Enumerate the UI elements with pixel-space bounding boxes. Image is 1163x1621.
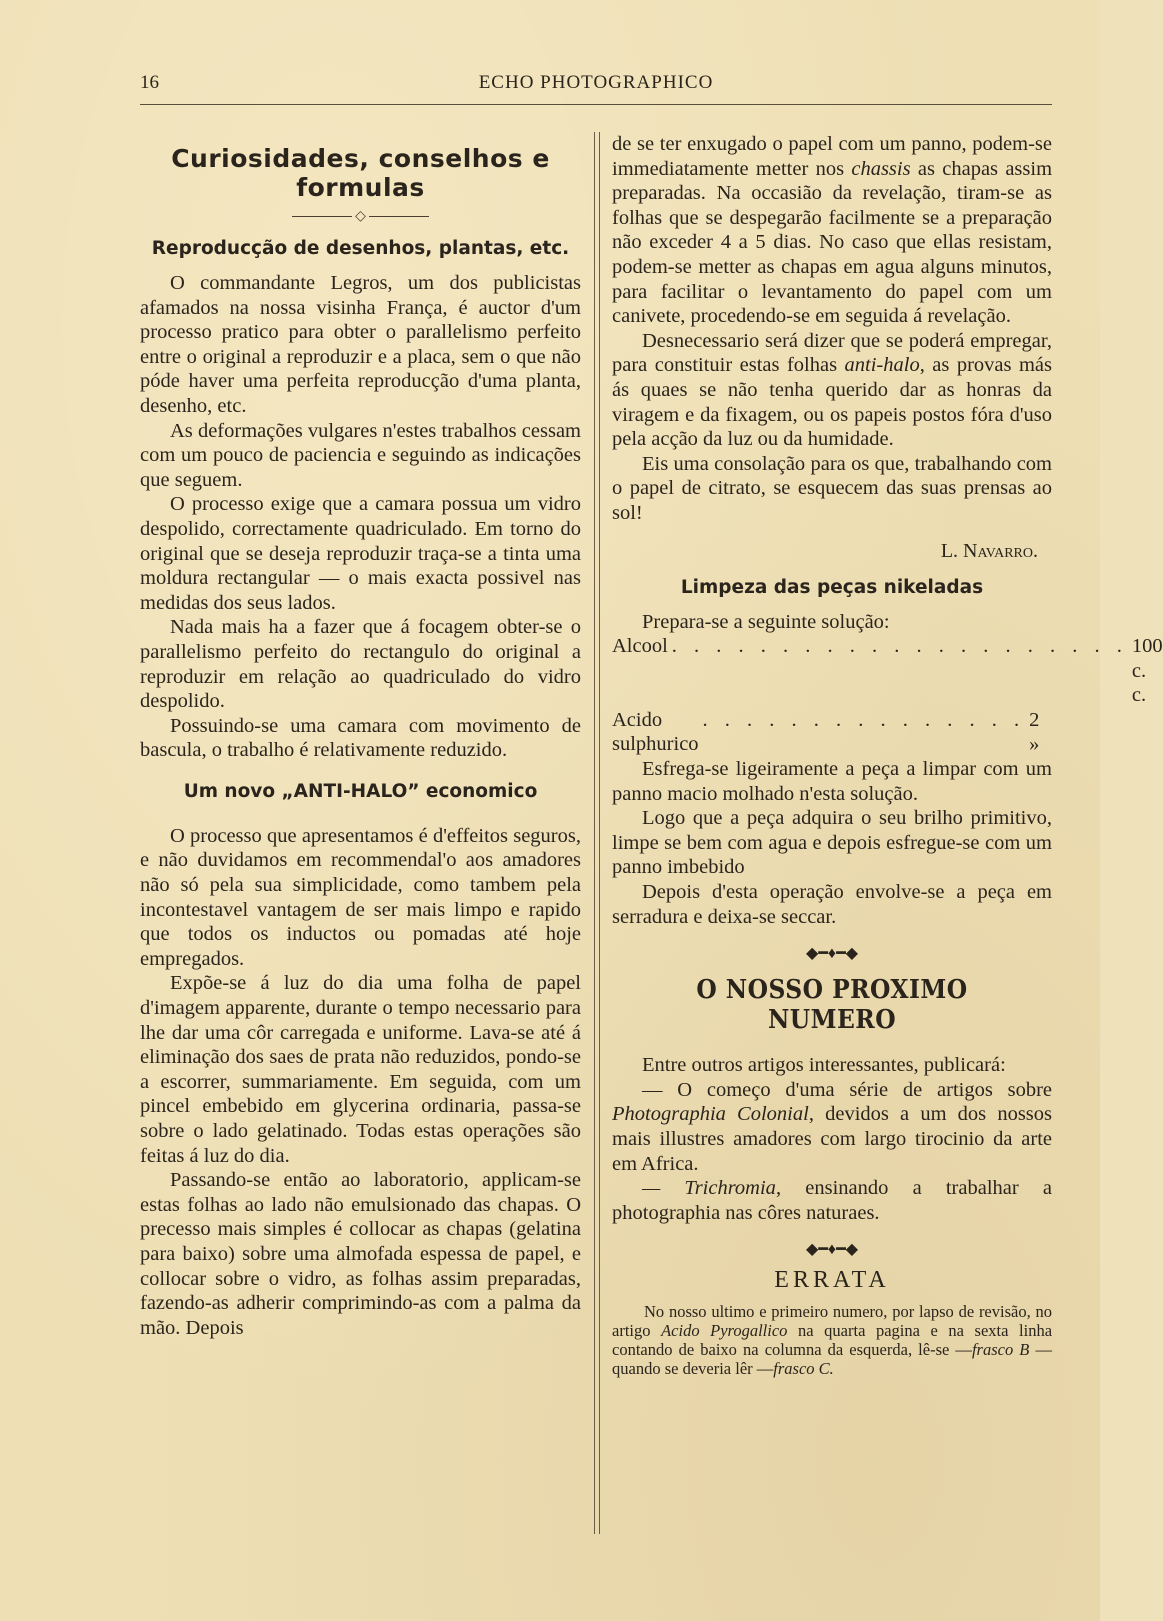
- paragraph: — O começo d'uma série de artigos sobre Photographia Colonial, devidos a um dos nossos mais illustres amadores com largo tirocinio da arte em Africa.: [612, 1078, 1053, 1175]
- paragraph: Nada mais ha a fazer que á focagem obter-se o parallelismo perfeito do rectangulo do original a reproduzir em relação ao quadriculado do vidro despolido.: [140, 616, 581, 713]
- next-issue-title: O NOSSO PROXIMO NUMERO: [696, 975, 968, 1036]
- errata-text: No nosso ultimo e primeiro numero, por lapso de revisão, no artigo Acido Pyrogallico na quarta pagina e na sexta linha contando de baixo na columna da esquerda, lê-se —frasco B — quando se deveria lêr —frasco C.: [612, 1302, 1053, 1379]
- errata-box: [612, 1302, 1052, 1378]
- paragraph-continued: de se ter enxugado o papel com um panno, podem-se immediatamente metter nos chassis as chapas assim preparadas. Na occasião da revelação, tiram-se as folhas que se despegarão facilmente se a preparação não exceder 4 a 5 dias. No caso que ellas resistam, podem-se metter as chapas em agua alguns minutos, para facilitar o levantamento do papel com um canivete, procedendo-se em seguida á revelação.: [612, 133, 1053, 328]
- paragraph: Desnecessario será dizer que se poderá empregar, para constituir estas folhas anti-halo, as provas más ás quaes se não tenha querido dar as honras da viragem e da fixagem, ou os papeis postos fóra d'uso pela acção da luz ou da humidade.: [612, 329, 1052, 451]
- header-rule: [140, 104, 1052, 105]
- right-column: [612, 132, 1163, 1379]
- running-title: ECHO PHOTOGRAPHICO: [478, 72, 714, 93]
- paragraph: O commandante Legros, um dos publicistas afamados na nossa visinha França, é auctor d'um processo pratico para obter o parallelismo perfeito entre o original a reproduzir e a placa, sem o que não póde haver uma perfeita reproducção d'uma planta, desenho, etc.: [140, 272, 581, 417]
- paragraph: Depois d'esta operação envolve-se a peça em serradura e deixa-se seccar.: [612, 881, 1052, 928]
- paragraph: — Trichromia, ensinando a trabalhar a photographia nas côres naturaes.: [612, 1177, 1052, 1224]
- errata-title: ERRATA: [774, 1267, 890, 1294]
- paragraph: Expõe-se á luz do dia uma folha de papel d'imagem apparente, durante o tempo necessario para lhe dar uma côr carregada e uniforme. Lava-se até á eliminação dos saes de prata não reduzidos, pondo-se a escorrer, summariamente. Em seguida, com um pincel embebido em glycerina ordinaria, passa-se sobre o lado gelatinado. Todas estas operações são feitas á luz do dia.: [140, 972, 581, 1167]
- fleuron-divider: ◆━♦━◆: [805, 945, 859, 963]
- paragraph: Esfrega-se ligeiramente a peça a limpar com um panno macio molhado n'esta solução.: [612, 758, 1052, 805]
- article-title: Limpeza das peças nikeladas: [680, 576, 984, 598]
- paragraph: Possuindo-se uma camara com movimento de bascula, o trabalho é relativamente reduzido.: [140, 714, 581, 762]
- article-title: Um novo „ANTI-HALO” economico: [183, 780, 538, 802]
- column-divider: [594, 132, 600, 1534]
- ornament-divider: ◇: [140, 208, 581, 228]
- page-header: [140, 72, 1052, 102]
- paragraph: O processo que apresentamos é d'effeitos seguros, e não duvidamos em recommendal'o aos amadores não só pela sua simplicidade, como tambem pela incontestavel vantagem de ser mais limpo e rapido que todos os inductos ou pomadas até hoje empregados.: [140, 824, 581, 970]
- formula-row: Acido sulphurico . . . . . . . . . . . . . . . 2 »: [612, 708, 1040, 756]
- paragraph: Prepara-se a seguinte solução:: [642, 610, 890, 633]
- left-column: [140, 132, 581, 1340]
- author-signature: L. Navarro.: [940, 539, 1038, 562]
- section-title: Curiosidades, conselhos e formulas: [171, 144, 550, 202]
- page-number: 16: [140, 72, 159, 93]
- paragraph: As deformações vulgares n'estes trabalhos cessam com um pouco de paciencia e seguindo as indicações que seguem.: [140, 419, 581, 491]
- paragraph: Logo que a peça adquira o seu brilho primitivo, limpe se bem com agua e depois esfregue-se com um panno imbebido: [612, 807, 1052, 879]
- paragraph: Eis uma consolação para os que, trabalhando com o papel de citrato, se esquecem das suas prensas ao sol!: [612, 452, 1052, 524]
- paragraph: Entre outros artigos interessantes, publicará:: [642, 1054, 1006, 1077]
- fleuron-divider: ◆━♦━◆: [805, 1241, 859, 1259]
- article-title: Reproducção de desenhos, plantas, etc.: [151, 238, 570, 259]
- paragraph: O processo exige que a camara possua um vidro despolido, correctamente quadriculado. Em torno do original que se deseja reproduzir traça-se a tinta uma moldura rectangular — o mais exacta possivel nas medidas dos seus lados.: [140, 493, 581, 614]
- formula-row: Alcool . . . . . . . . . . . . . . . . . . . . . 100 c. c.: [612, 635, 1163, 707]
- paragraph: Passando-se então ao laboratorio, applicam-se estas folhas ao lado não emulsionado das chapas. O precesso mais simples é collocar as chapas (gelatina para baixo) sobre uma almofada espessa de papel, e collocar sobre o vidro, as folhas assim preparadas, fazendo-as adherir comprimindo-as com a palma da mão. Depois: [140, 1169, 581, 1339]
